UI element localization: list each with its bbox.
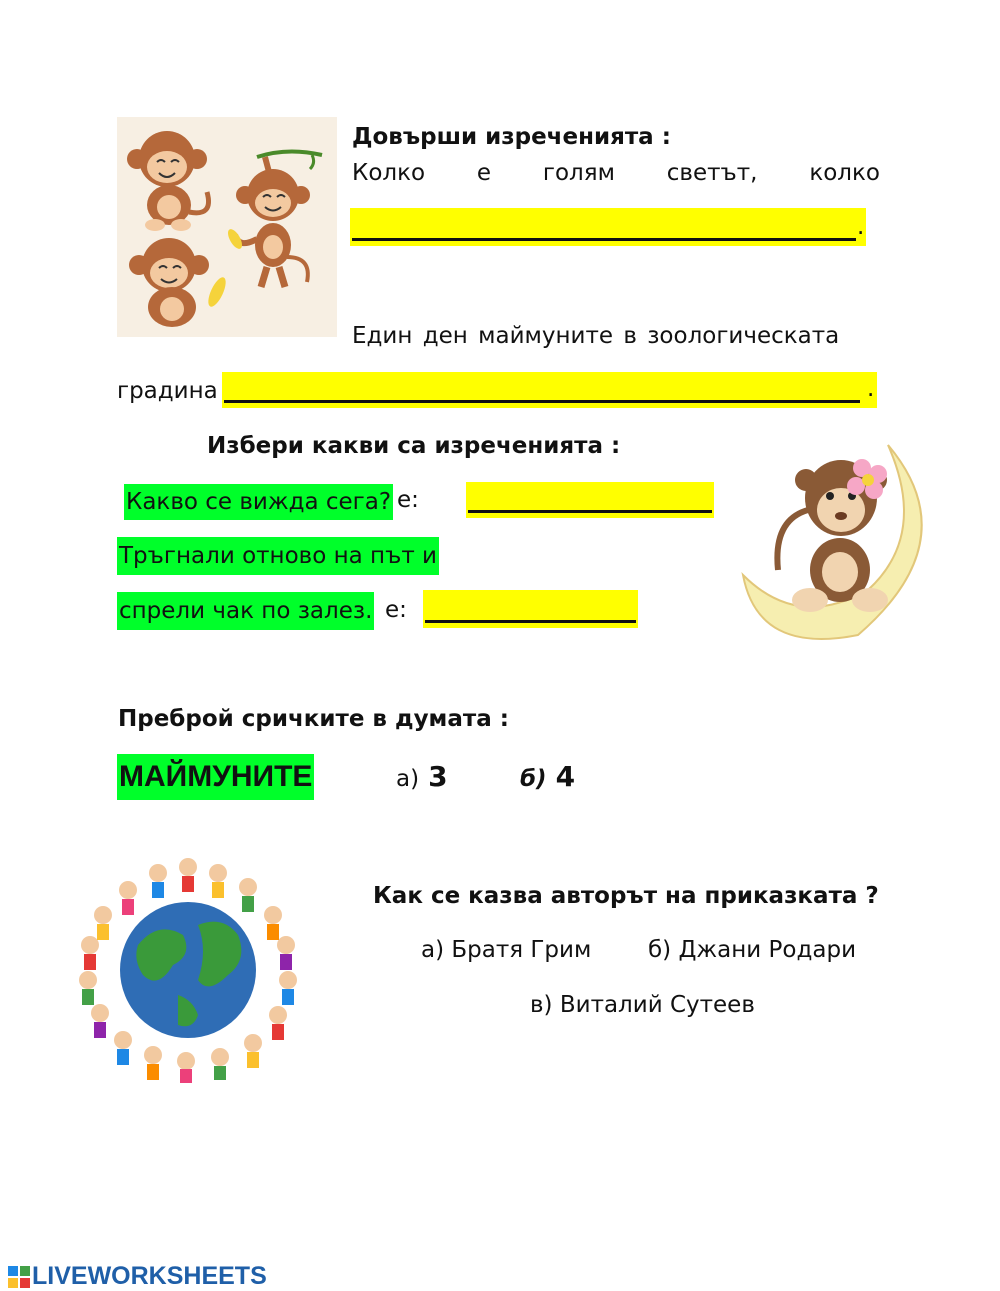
task1-line2: Един ден маймуните в зоологическата xyxy=(352,323,840,349)
answer-line xyxy=(468,482,712,513)
monkey-moon-illustration xyxy=(738,440,948,645)
task1-line3-start: градина xyxy=(117,378,218,404)
period: . xyxy=(867,376,875,402)
option-a-label: а) xyxy=(396,766,420,792)
option-b[interactable] xyxy=(520,760,575,793)
option-b-label: б) xyxy=(520,766,547,792)
answer-line xyxy=(224,372,860,403)
task2-heading: Избери какви са изреченията : xyxy=(207,433,621,459)
author-option-b[interactable]: б) Джани Родари xyxy=(648,937,857,963)
answer-line xyxy=(352,210,856,241)
answer-line xyxy=(425,592,636,623)
children-globe-image xyxy=(58,845,318,1090)
task3-heading: Преброй сричките в думата : xyxy=(118,706,509,732)
sentence-2-suffix: е: xyxy=(385,597,407,623)
sentence-1-suffix: е: xyxy=(397,487,419,513)
task1-line1 xyxy=(352,160,880,186)
three-monkeys-illustration xyxy=(117,117,337,337)
period: . xyxy=(857,214,865,240)
sentence-2-line1: Тръгнали отново на път и xyxy=(117,537,439,575)
liveworksheets-logo-icon xyxy=(8,1266,30,1288)
answer-field-2[interactable] xyxy=(222,372,877,408)
option-a-value: 3 xyxy=(428,760,448,793)
task4-question: Как се казва авторът на приказката ? xyxy=(373,883,879,909)
answer-field-1[interactable] xyxy=(350,208,866,246)
answer-field-3[interactable] xyxy=(466,482,714,518)
option-a[interactable] xyxy=(396,760,448,793)
monkey-on-moon-image xyxy=(738,440,948,645)
word: е xyxy=(476,160,492,186)
word: Колко xyxy=(352,160,426,186)
sentence-1: Какво се вижда сега? xyxy=(124,484,393,520)
word: голям xyxy=(542,160,615,186)
liveworksheets-logo xyxy=(8,1262,267,1291)
author-option-c[interactable]: в) Виталий Сутеев xyxy=(530,992,755,1018)
target-word: МАЙМУНИТЕ xyxy=(117,754,314,800)
sentence-2-line2: спрели чак по залез. xyxy=(117,592,374,630)
task1-heading: Довърши изреченията : xyxy=(352,124,671,150)
children-around-globe-illustration xyxy=(58,845,318,1090)
liveworksheets-logo-text: LIVEWORKSHEETS xyxy=(32,1262,267,1290)
monkeys-image xyxy=(117,117,337,337)
word: колко xyxy=(809,160,880,186)
author-option-a[interactable]: а) Братя Грим xyxy=(421,937,592,963)
word: светът, xyxy=(666,160,758,186)
option-b-value: 4 xyxy=(555,760,576,793)
answer-field-4[interactable] xyxy=(423,590,638,628)
